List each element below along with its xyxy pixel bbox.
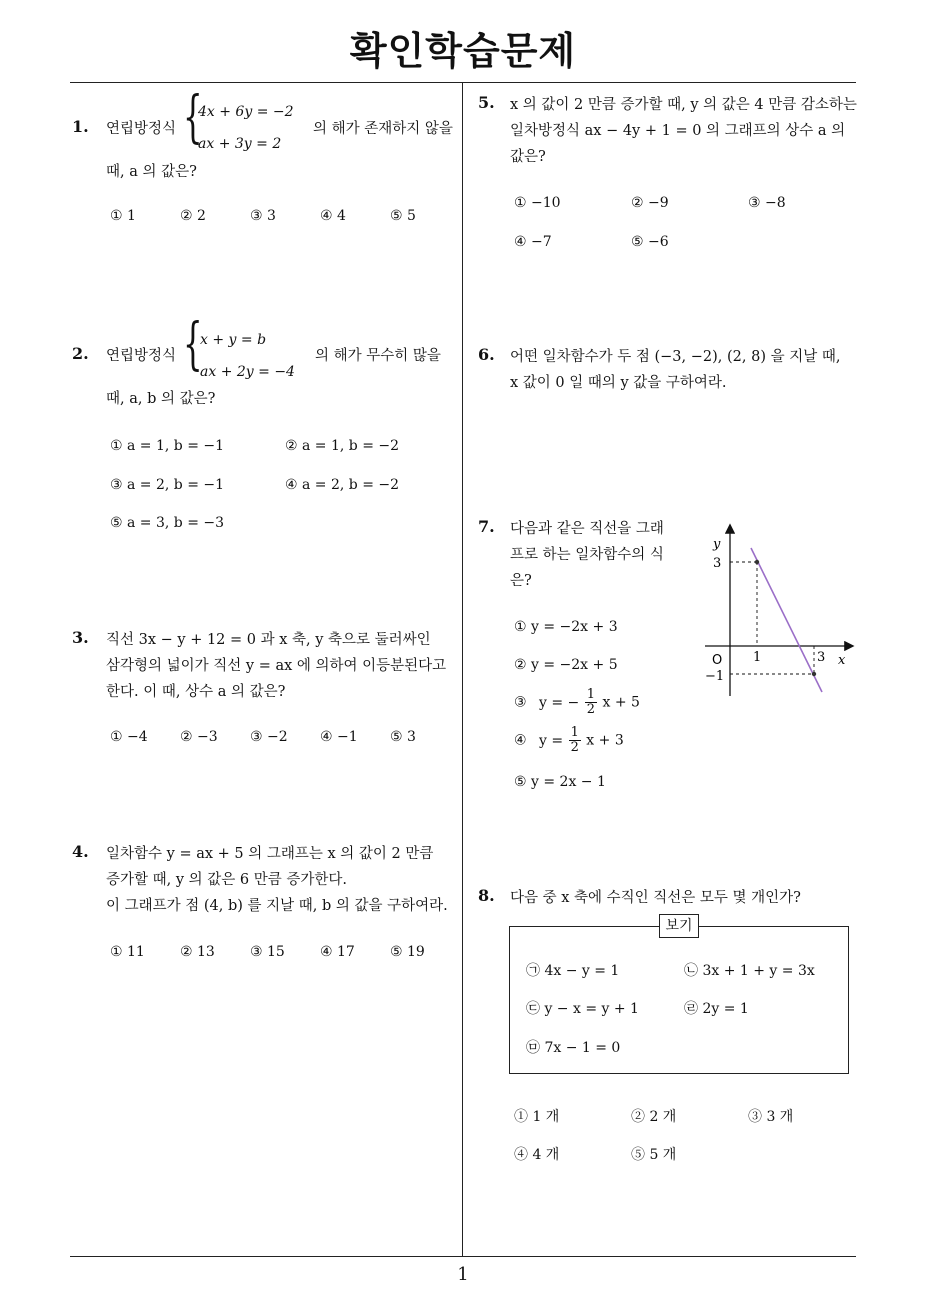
- origin-label: O: [712, 653, 723, 668]
- denominator: 2: [570, 740, 579, 755]
- fraction: [585, 688, 597, 717]
- option-2[interactable]: ② 2: [180, 208, 206, 224]
- equation-1: 4x + 6y = −2: [198, 104, 294, 120]
- option-3[interactable]: ③ 15: [250, 944, 285, 960]
- option-3[interactable]: ③ a = 2, b = −1: [110, 477, 225, 493]
- option-5[interactable]: ⑤ 5 개: [631, 1147, 677, 1163]
- option-3[interactable]: ③ −8: [748, 195, 786, 211]
- question-lead: 연립방정식: [106, 348, 177, 364]
- option-1[interactable]: ① −4: [110, 729, 148, 745]
- question-number: 4.: [72, 842, 89, 861]
- question-line-1: 다음과 같은 직선을 그래: [510, 521, 664, 537]
- question-line-3: 이 그래프가 점 (4, b) 를 지날 때, b 의 값을 구하여라.: [106, 898, 448, 914]
- question-line-2: 삼각형의 넓이가 직선 y = ax 에 의하여 이등분된다고: [106, 658, 447, 674]
- example-item-1: ㉠ 4x − y = 1: [526, 963, 620, 979]
- equation-2: ax + 2y = −4: [200, 364, 295, 380]
- example-item-2: ㉡ 3x + 1 + y = 3x: [684, 963, 815, 979]
- option-4[interactable]: [514, 726, 624, 755]
- question-line-2: x 값이 0 일 때의 y 값을 구하여라.: [510, 375, 727, 391]
- option-2[interactable]: ② −9: [631, 195, 669, 211]
- denominator: 2: [586, 702, 596, 717]
- top-divider: [70, 82, 856, 83]
- column-divider: [462, 83, 463, 1256]
- option-3[interactable]: ③ −2: [250, 729, 288, 745]
- equation-1: x + y = b: [200, 332, 267, 348]
- option-2[interactable]: ② y = −2x + 5: [514, 657, 618, 673]
- question-line-2: 때, a 의 값은?: [106, 164, 197, 180]
- equation-2: ax + 3y = 2: [198, 136, 282, 152]
- question-tail: 의 해가 무수히 많을: [315, 348, 441, 364]
- option-prefix: y = −: [539, 694, 580, 711]
- numerator: 1: [586, 687, 596, 702]
- question-line-2: 일차방정식 ax − 4y + 1 = 0 의 그래프의 상수 a 의: [510, 123, 846, 139]
- option-5[interactable]: ⑤ 5: [390, 208, 416, 224]
- examples-box-label: 보기: [659, 914, 699, 938]
- question-line-2: 프로 하는 일차함수의 식: [510, 547, 664, 563]
- tick-label-x-3: 3: [817, 650, 826, 665]
- option-5[interactable]: ⑤ a = 3, b = −3: [110, 515, 225, 531]
- graph-line: [751, 548, 822, 692]
- page-title: 확인학습문제: [349, 29, 577, 73]
- example-item-4: ㉣ 2y = 1: [684, 1001, 749, 1017]
- option-1[interactable]: ① y = −2x + 3: [514, 619, 618, 635]
- option-suffix: x + 3: [586, 732, 624, 749]
- option-1[interactable]: ① 11: [110, 944, 145, 960]
- brace-symbol: {: [183, 312, 203, 377]
- option-marker: ④: [514, 732, 527, 749]
- question-line-1: 어떤 일차함수가 두 점 (−3, −2), (2, 8) 을 지날 때,: [510, 349, 841, 365]
- question-line-1: 다음 중 x 축에 수직인 직선은 모두 몇 개인가?: [510, 890, 801, 906]
- option-5[interactable]: ⑤ 19: [390, 944, 425, 960]
- y-axis-label: y: [713, 537, 721, 552]
- option-4[interactable]: ④ 17: [320, 944, 355, 960]
- question-number: 8.: [478, 886, 495, 905]
- question-number: 6.: [478, 345, 495, 364]
- option-4[interactable]: ④ a = 2, b = −2: [285, 477, 400, 493]
- page-number: 1: [457, 1264, 469, 1285]
- option-3[interactable]: ③ 3: [250, 208, 276, 224]
- question-number: 2.: [72, 344, 89, 363]
- example-item-3: ㉢ y − x = y + 1: [526, 1001, 639, 1017]
- x-axis-label: x: [838, 653, 846, 668]
- question-tail: 의 해가 존재하지 않을: [313, 121, 453, 137]
- numerator: 1: [570, 725, 579, 740]
- bottom-divider: [70, 1256, 856, 1257]
- example-item-5: ㉤ 7x − 1 = 0: [526, 1040, 621, 1056]
- option-4[interactable]: ④ −7: [514, 234, 552, 250]
- tick-label-x-1: 1: [753, 650, 762, 665]
- point-1-3: [755, 560, 759, 564]
- question-line-3: 은?: [510, 573, 532, 589]
- fraction: [569, 726, 581, 755]
- option-2[interactable]: ② −3: [180, 729, 218, 745]
- option-suffix: x + 5: [602, 694, 640, 711]
- brace-symbol: {: [183, 85, 203, 150]
- tick-label-y-3: 3: [713, 556, 722, 571]
- option-1[interactable]: ① 1 개: [514, 1109, 560, 1125]
- option-marker: ③: [514, 694, 527, 711]
- question-number: 5.: [478, 93, 495, 112]
- line-graph: [700, 520, 860, 700]
- option-prefix: y =: [539, 732, 564, 749]
- question-number: 1.: [72, 117, 89, 136]
- option-1[interactable]: ① −10: [514, 195, 561, 211]
- option-1[interactable]: ① a = 1, b = −1: [110, 438, 225, 454]
- option-5[interactable]: ⑤ −6: [631, 234, 669, 250]
- option-5[interactable]: ⑤ 3: [390, 729, 416, 745]
- question-line-3: 값은?: [510, 149, 546, 165]
- question-line-1: 직선 3x − y + 12 = 0 과 x 축, y 축으로 둘러싸인: [106, 632, 431, 648]
- question-line-2: 증가할 때, y 의 값은 6 만큼 증가한다.: [106, 872, 347, 888]
- option-4[interactable]: ④ 4 개: [514, 1147, 560, 1163]
- question-line-1: 일차함수 y = ax + 5 의 그래프는 x 의 값이 2 만큼: [106, 846, 434, 862]
- question-line-2: 때, a, b 의 값은?: [106, 391, 216, 407]
- option-2[interactable]: ② 2 개: [631, 1109, 677, 1125]
- option-1[interactable]: ① 1: [110, 208, 136, 224]
- question-line-1: x 의 값이 2 만큼 증가할 때, y 의 값은 4 만큼 감소하는: [510, 97, 857, 113]
- question-number: 3.: [72, 628, 89, 647]
- option-4[interactable]: ④ −1: [320, 729, 358, 745]
- option-5[interactable]: ⑤ y = 2x − 1: [514, 774, 606, 790]
- tick-label-y-neg1: −1: [705, 669, 725, 684]
- question-line-3: 한다. 이 때, 상수 a 의 값은?: [106, 684, 286, 700]
- option-2[interactable]: ② a = 1, b = −2: [285, 438, 400, 454]
- point-3-neg1: [812, 672, 816, 676]
- question-lead: 연립방정식: [106, 121, 177, 137]
- option-3[interactable]: ③ 3 개: [748, 1109, 794, 1125]
- option-4[interactable]: ④ 4: [320, 208, 346, 224]
- option-2[interactable]: ② 13: [180, 944, 215, 960]
- option-3[interactable]: [514, 688, 640, 717]
- question-number: 7.: [478, 517, 495, 536]
